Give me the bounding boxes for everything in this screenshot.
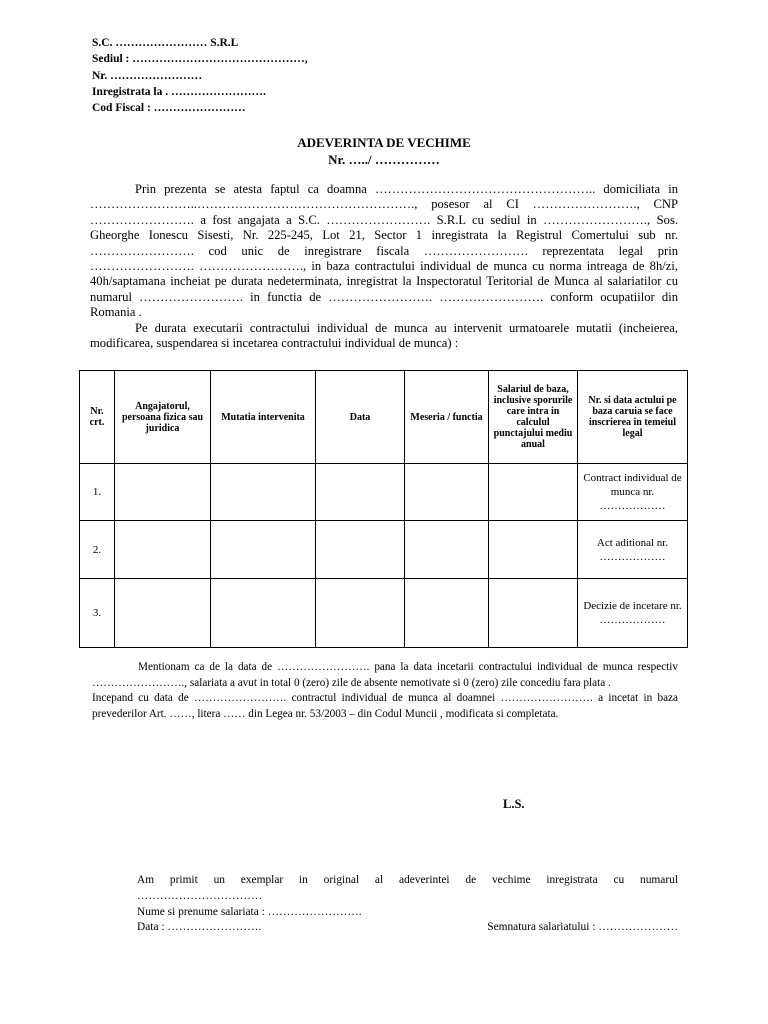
salary-cell [489,521,578,579]
employer-cell [115,521,211,579]
mutation-cell [211,521,316,579]
employer-cell [115,464,211,521]
date-cell [316,579,405,648]
table-row [80,464,688,521]
row-number: 3. [80,579,115,648]
document-number: Nr. …../ …………… [328,152,440,167]
occupation-cell [405,464,489,521]
company-name-line: S.C. …………………… S.R.L [92,37,239,49]
occupation-cell [405,579,489,648]
company-header [92,35,308,116]
receipt-number-dots: …………………………… [137,889,263,902]
employer-cell [115,579,211,648]
column-header-date: Data [316,371,405,464]
receipt-date-line: Data : ……………………. [137,921,262,934]
absences-paragraph: Mentionam ca de la data de ……………………. pana la data incetarii contractului individual de munca respectiv ……………………., salariata a avut in total 0 (zero) zile de absente nemotivate si 0 (zero) zile concediu fara plata . [92,661,678,689]
column-header-act: Nr. si data actului pe baza caruia se face inscrierea in temeiul legal [578,371,688,464]
employee-name-line: Nume si prenume salariata : ……………………. [137,905,362,918]
page-title: ADEVERINTA DE VECHIME [297,135,471,150]
company-fiscal-code-line: Cod Fiscal : …………………… [92,102,246,115]
row-number: 2. [80,521,115,579]
document-title [0,134,768,168]
company-registered-line: Inregistrata la . ……………………. [92,85,266,98]
receipt-section [137,873,678,936]
certificate-body [90,182,678,351]
table-row [80,521,688,579]
act-cell: Contract individual de munca nr. ……………… [578,464,688,521]
column-header-occupation: Meseria / functia [405,371,489,464]
table-header-row [80,371,688,464]
salary-cell [489,579,578,648]
date-cell [316,521,405,579]
salary-cell [489,464,578,521]
mutation-cell [211,464,316,521]
row-number: 1. [80,464,115,521]
occupation-cell [405,521,489,579]
absences-section [92,660,678,722]
date-signature-row [137,920,678,936]
body-paragraph-mutations: Pe durata executarii contractului individual de munca au intervenit urmatoarele mutatii (incheierea, modificarea, suspendarea si incetarea contractului individual de munca) : [90,320,678,351]
column-header-employer: Angajatorul, persoana fizica sau juridica [115,371,211,464]
mutation-cell [211,579,316,648]
company-address-line: Sediul : ………………………………………, [92,53,308,66]
column-header-salary: Salariul de baza, inclusive sporurile care intra in calculul punctajului mediu anual [489,371,578,464]
employee-signature-line: Semnatura salariatului : ………………… [487,921,678,934]
table-row [80,579,688,648]
termination-paragraph: Incepand cu data de ……………………. contractul individual de munca al doamnei ……………………. a incetat in baza prevederilor Art. ……, litera …… din Legea nr. 53/2003 – din Codul Muncii , modificata si completata. [92,692,678,720]
act-cell: Decizie de incetare nr. ……………… [578,579,688,648]
mutations-table [79,370,688,648]
company-reg-number-line: Nr. …………………… [92,69,203,82]
date-cell [316,464,405,521]
column-header-nr: Nr. crt. [80,371,115,464]
column-header-mutation: Mutatia intervenita [211,371,316,464]
body-paragraph-employment: Prin prezenta se atesta faptul ca doamna …………………………………………….. domiciliata in ……………………..……………………………………………., posesor al CI ……………………., CNP ……………………. a fost angajata a S.C. ……………………. S.R.L cu sediul in ……………………., Sos. Gheorghe Ionescu Sisesti, Nr. 225-245, Lot 21, Sector 1 inregistrata la Registrul Comertului sub nr. ……………………. cod unic de inregistrare fiscala ……………………. reprezentata legal prin ……………………. ……………………., in baza contractului individual de munca cu norma intreaga de 8h/zi, 40h/saptamana incheiat pe durata nedeterminata, inregistrat la Inspectoratul Teritorial de Munca al salariatilor cu numarul ……………………. in functia de ……………………. ……………………. conform ocupatiilor din Romania . [90,182,678,320]
seal-placeholder: L.S. [503,797,525,811]
receipt-statement: Am primit un exemplar in original al adeverintei de vechime inregistrata cu numarul [137,874,678,886]
act-cell: Act aditional nr. ……………… [578,521,688,579]
